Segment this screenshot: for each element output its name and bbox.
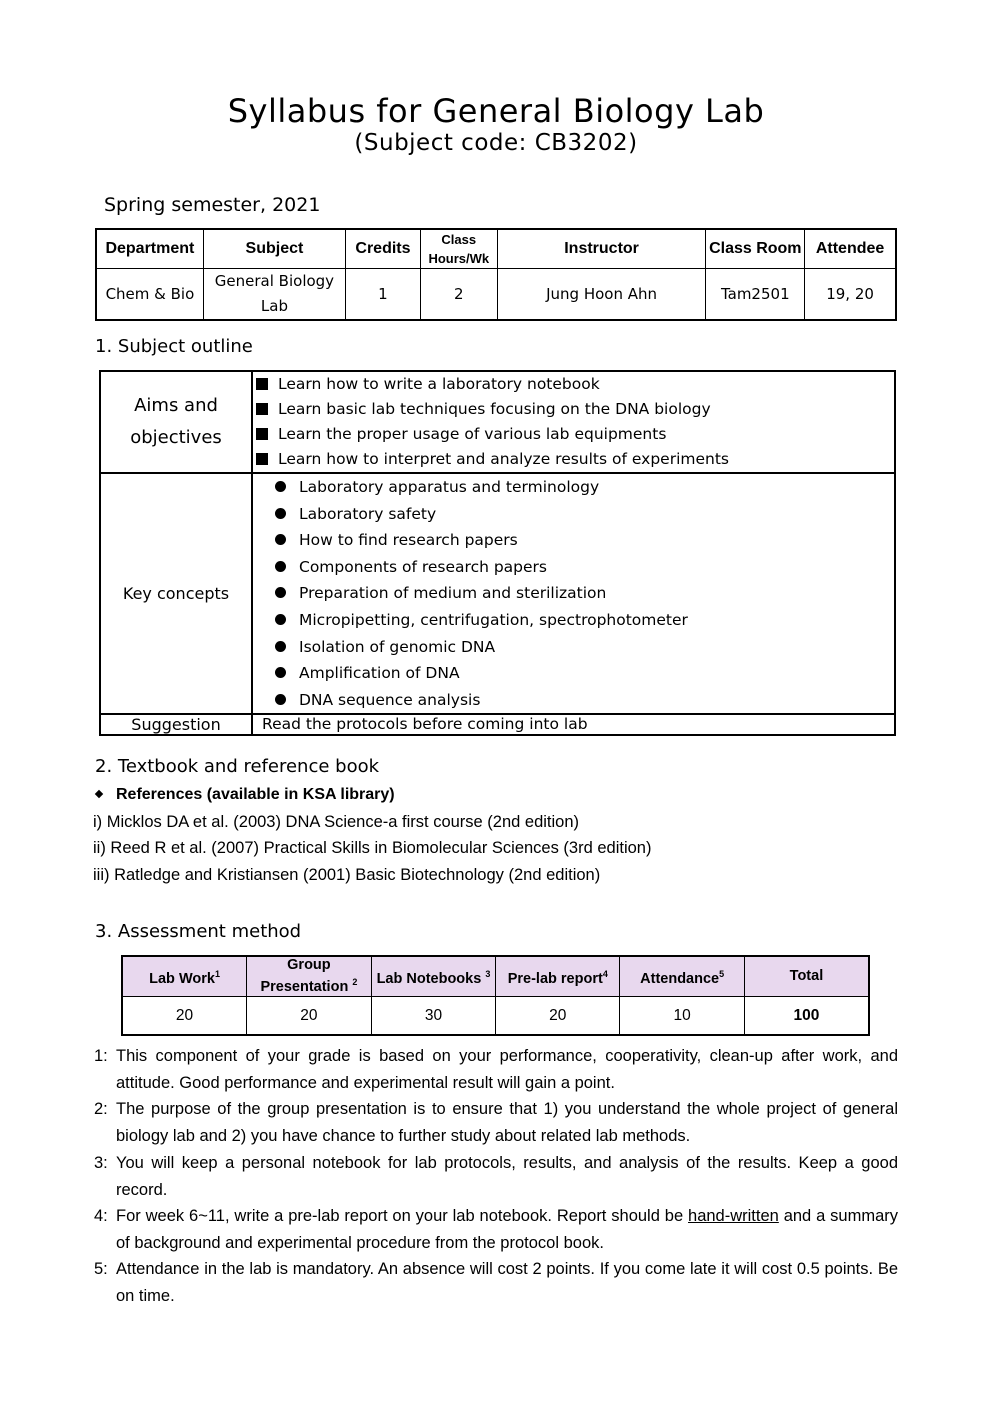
round-bullet-icon [275, 587, 286, 598]
footnote-marker: 4 [602, 968, 608, 979]
round-bullet-icon [275, 667, 286, 678]
footnote-number: 5: [94, 1260, 108, 1278]
round-bullet-icon [275, 508, 286, 519]
footnote-2 [94, 1096, 898, 1150]
footnote-marker: 3 [485, 968, 491, 979]
page-title: Syllabus for General Biology Lab [227, 92, 765, 130]
round-bullet-icon [275, 561, 286, 572]
concept-text: Amplification of DNA [299, 664, 460, 683]
section-heading-assessment: 3. Assessment method [95, 921, 302, 942]
footnote-number: 3: [94, 1154, 108, 1172]
footnote-text: This component of your grade is based on your performance, cooperativity, clean-up after work, and attitude. Good performance and experimental result will gain a point. [116, 1047, 898, 1092]
square-bullet-icon [256, 403, 268, 415]
list-item [275, 501, 894, 528]
list-item [275, 607, 894, 634]
value-group: 20 [247, 997, 372, 1036]
list-item [275, 634, 894, 661]
section-heading-textbook: 2. Textbook and reference book [95, 756, 380, 777]
footnote-3 [94, 1150, 898, 1204]
aims-content [252, 371, 895, 473]
header-department: Department [96, 229, 203, 269]
footnote-marker: 1 [214, 968, 220, 979]
key-concepts-list [253, 474, 894, 713]
footnote-number: 2: [94, 1100, 108, 1118]
footnote-text: The purpose of the group presentation is to ensure that 1) you understand the whole project of general biology lab and 2) you have chance to further study about related lab methods. [116, 1100, 898, 1145]
semester: Spring semester, 2021 [104, 194, 321, 216]
value-attendance: 10 [620, 997, 745, 1036]
header-lab-work-text: Lab Work [149, 970, 215, 987]
diamond-bullet-icon [95, 790, 103, 798]
header-attendee: Attendee [805, 229, 896, 269]
round-bullet-icon [275, 481, 286, 492]
value-notebooks: 30 [371, 997, 495, 1036]
header-group-presentation [247, 956, 372, 997]
aims-row [100, 371, 895, 473]
table-header-row [96, 229, 896, 269]
square-bullet-icon [256, 428, 268, 440]
aims-label-line2: objectives [130, 427, 222, 448]
list-item [275, 580, 894, 607]
suggestion-text: Read the protocols before coming into lab [252, 714, 895, 735]
cell-attendee: 19, 20 [805, 269, 896, 321]
header-group-line1: Group [287, 957, 331, 974]
concept-text: Laboratory apparatus and terminology [299, 478, 600, 496]
references-heading [95, 786, 395, 804]
reference-item: i) Micklos DA et al. (2003) DNA Science-a first course (2nd edition) [93, 813, 580, 831]
value-lab-work: 20 [122, 997, 247, 1036]
key-concepts-content [252, 473, 895, 714]
header-class-hours-line1: Class [441, 232, 477, 247]
header-class-hours [420, 229, 497, 269]
header-prelab-report [496, 956, 620, 997]
subject-outline-table [99, 370, 896, 736]
round-bullet-icon [275, 641, 286, 652]
concept-text: How to find research papers [299, 531, 518, 550]
footnote-marker: 2 [352, 977, 358, 988]
aim-text: Learn how to write a laboratory notebook [278, 375, 600, 393]
header-credits: Credits [346, 229, 421, 269]
square-bullet-icon [256, 453, 268, 465]
header-notebooks-text: Lab Notebooks [376, 970, 482, 987]
concept-text: Micropipetting, centrifugation, spectrophotometer [299, 610, 688, 629]
reference-item: ii) Reed R et al. (2007) Practical Skills in Biomolecular Sciences (3rd edition) [93, 839, 652, 857]
assessment-table [121, 955, 870, 1036]
reference-item: iii) Ratledge and Kristiansen (2001) Basic Biotechnology (2nd edition) [93, 866, 601, 884]
footnote-text: Attendance in the lab is mandatory. An absence will cost 2 points. If you come late it will cost 0.5 points. Be on time. [116, 1260, 898, 1305]
concept-text: Isolation of genomic DNA [299, 637, 496, 656]
table-row [96, 269, 896, 321]
footnote-1 [94, 1043, 898, 1097]
aims-list [253, 372, 894, 472]
cell-class-hours: 2 [420, 269, 497, 321]
cell-credits: 1 [346, 269, 421, 321]
value-total: 100 [744, 997, 869, 1036]
list-item [275, 687, 894, 714]
header-lab-notebooks [371, 956, 495, 997]
key-concepts-label: Key concepts [100, 473, 252, 714]
round-bullet-icon [275, 614, 286, 625]
header-class-hours-line2: Hours/Wk [428, 251, 490, 266]
footnote-text [116, 1203, 898, 1257]
list-item [256, 447, 894, 472]
aim-text: Learn basic lab techniques focusing on the DNA biology [278, 400, 711, 418]
concept-text: Preparation of medium and sterilization [299, 584, 607, 603]
header-lab-work [122, 956, 247, 997]
suggestion-label: Suggestion [100, 714, 252, 735]
course-info-table [95, 228, 897, 321]
list-item [275, 554, 894, 581]
cell-subject [203, 269, 345, 321]
list-item [275, 660, 894, 687]
aim-text: Learn the proper usage of various lab equipments [278, 425, 667, 443]
list-item [256, 372, 894, 397]
cell-subject-line1: General Biology [214, 272, 335, 290]
cell-subject-line2: Lab [260, 297, 288, 315]
cell-instructor: Jung Hoon Ahn [497, 269, 706, 321]
list-item [275, 474, 894, 501]
cell-department: Chem & Bio [96, 269, 203, 321]
header-class-room: Class Room [706, 229, 805, 269]
footnote-text-part: For week 6~11, write a pre-lab report on your lab notebook. Report should be [116, 1207, 689, 1225]
footnote-text: You will keep a personal notebook for lab protocols, results, and analysis of the results. Keep a good record. [116, 1154, 898, 1199]
header-group-line2: Presentation [260, 978, 349, 995]
table-row [122, 997, 869, 1036]
footnote-5 [94, 1256, 898, 1310]
concept-text: Components of research papers [299, 557, 547, 576]
subject-code: (Subject code: CB3202) [354, 130, 638, 156]
square-bullet-icon [256, 378, 268, 390]
round-bullet-icon [275, 534, 286, 545]
table-header-row [122, 956, 869, 997]
references-heading-text: References (available in KSA library) [116, 786, 395, 803]
concept-text: DNA sequence analysis [299, 690, 481, 709]
header-total: Total [744, 956, 869, 997]
footnote-marker: 5 [719, 968, 725, 979]
key-concepts-row [100, 473, 895, 714]
aims-label-line1: Aims and [134, 395, 218, 416]
list-item [275, 527, 894, 554]
suggestion-row [100, 714, 895, 735]
aims-label [100, 371, 252, 473]
footnote-number: 1: [94, 1047, 108, 1065]
footnote-number: 4: [94, 1207, 108, 1225]
value-prelab: 20 [496, 997, 620, 1036]
footnote-4 [94, 1203, 898, 1257]
cell-class-room: Tam2501 [706, 269, 805, 321]
concept-text: Laboratory safety [299, 504, 437, 523]
section-heading-outline: 1. Subject outline [95, 336, 253, 357]
round-bullet-icon [275, 694, 286, 705]
header-subject: Subject [203, 229, 345, 269]
list-item [256, 397, 894, 422]
header-instructor: Instructor [497, 229, 706, 269]
aim-text: Learn how to interpret and analyze results of experiments [278, 450, 729, 468]
footnote-text-part: and a summary of background and experimental procedure from the protocol book. [116, 1207, 899, 1252]
underlined-text: hand-written [688, 1207, 779, 1225]
list-item [256, 422, 894, 447]
header-prelab-text: Pre-lab report [507, 970, 603, 987]
header-attendance-text: Attendance [640, 970, 720, 987]
header-attendance [620, 956, 745, 997]
